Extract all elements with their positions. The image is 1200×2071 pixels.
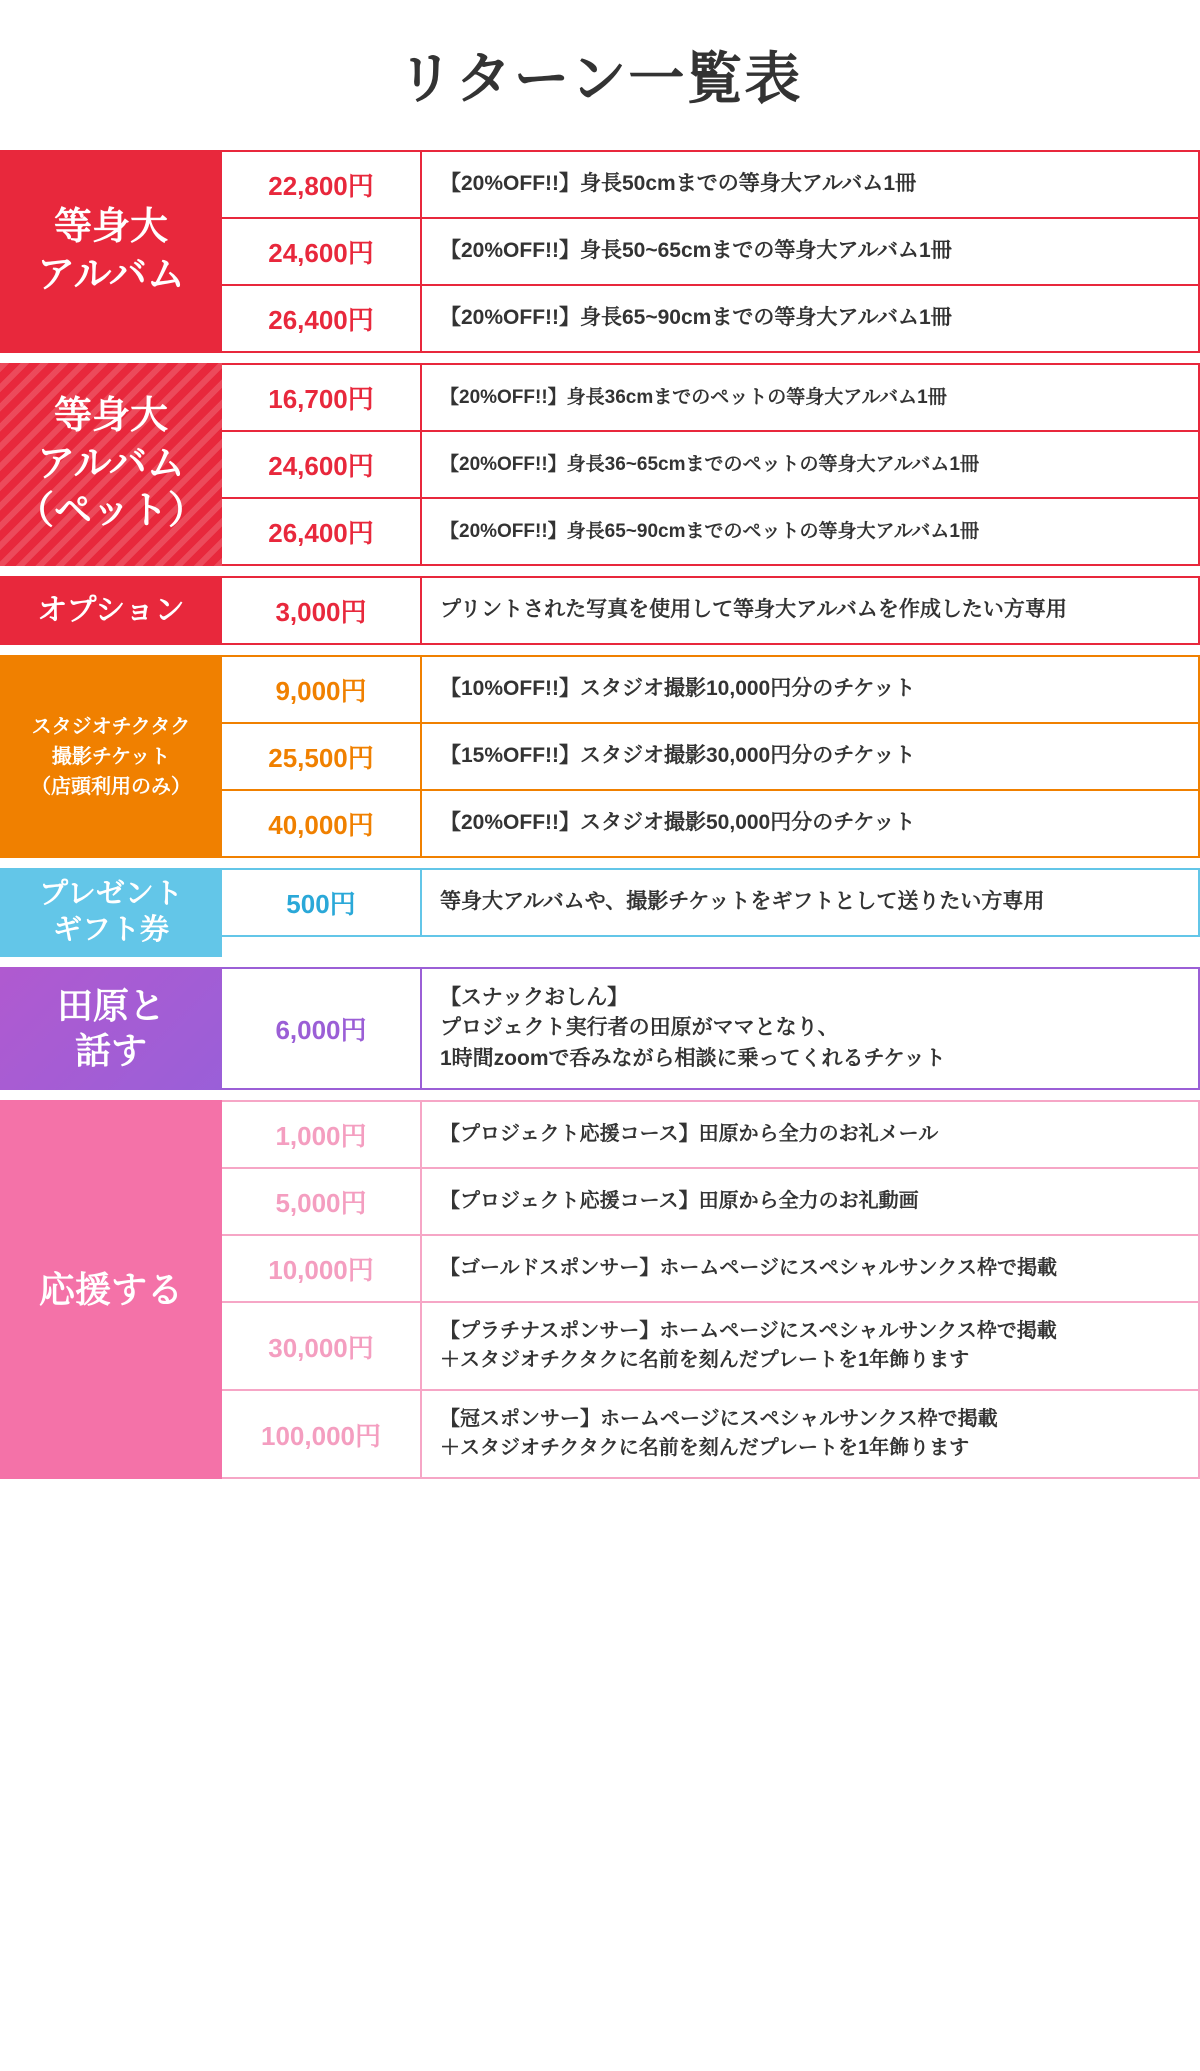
description-cell	[422, 1102, 1198, 1167]
table-row[interactable]	[222, 363, 1200, 432]
description-line: 【20%OFF!!】身長36~65cmまでのペットの等身大アルバム1冊	[440, 453, 979, 475]
description-line: 1時間zoomで呑みながら相談に乗ってくれるチケット	[440, 1046, 946, 1070]
description-line: 【ゴールドスポンサー】ホームページにスペシャルサンクス枠で掲載	[440, 1257, 1057, 1279]
rows-container	[222, 967, 1200, 1090]
category-cell	[0, 967, 222, 1090]
description-line: ＋スタジオチクタクに名前を刻んだプレートを1年飾ります	[440, 1349, 970, 1371]
description-cell	[422, 578, 1198, 643]
description-line: 【15%OFF!!】スタジオ撮影30,000円分のチケット	[440, 744, 916, 768]
description-line: 【プロジェクト応援コース】田原から全力のお礼動画	[440, 1190, 919, 1212]
description-line: 【スナックおしん】	[440, 985, 629, 1009]
description-line: ＋スタジオチクタクに名前を刻んだプレートを1年飾ります	[440, 1437, 970, 1459]
table-row[interactable]	[222, 150, 1200, 219]
rows-container	[222, 655, 1200, 858]
price-cell: 3,000円	[222, 578, 422, 643]
category-label	[4, 983, 218, 1073]
category-label-line: アルバム	[37, 442, 185, 485]
category-label-line: 撮影チケット	[51, 745, 171, 768]
table-row[interactable]	[222, 1100, 1200, 1169]
price-cell: 26,400円	[222, 286, 422, 351]
return-group-support	[0, 1100, 1200, 1479]
description-line: 【20%OFF!!】スタジオ撮影50,000円分のチケット	[440, 811, 916, 835]
table-row[interactable]	[222, 499, 1200, 566]
description-cell	[422, 969, 1198, 1088]
description-line: 【10%OFF!!】スタジオ撮影10,000円分のチケット	[440, 677, 916, 701]
page-title: リターン一覧表	[397, 47, 803, 110]
description-cell	[422, 1303, 1198, 1389]
category-label-line: アルバム	[37, 253, 185, 296]
category-label	[4, 712, 218, 802]
description-cell	[422, 1236, 1198, 1301]
table-row[interactable]	[222, 1236, 1200, 1303]
category-label-line: （ペット）	[15, 490, 206, 533]
category-label-line: 等身大	[53, 395, 168, 438]
price-cell: 30,000円	[222, 1303, 422, 1389]
description-cell	[422, 152, 1198, 217]
price-cell: 500円	[222, 870, 422, 935]
table-row[interactable]	[222, 967, 1200, 1090]
category-label-line: プレゼント	[39, 878, 183, 911]
price-cell: 24,600円	[222, 219, 422, 284]
description-cell	[422, 724, 1198, 789]
table-row[interactable]	[222, 1169, 1200, 1236]
description-cell	[422, 791, 1198, 856]
category-cell	[0, 363, 222, 566]
description-cell	[422, 1391, 1198, 1477]
price-cell: 22,800円	[222, 152, 422, 217]
description-line: プロジェクト実行者の田原がママとなり、	[440, 1016, 839, 1040]
description-line: 【20%OFF!!】身長36cmまでのペットの等身大アルバム1冊	[440, 386, 947, 408]
table-row[interactable]	[222, 286, 1200, 353]
price-cell: 10,000円	[222, 1236, 422, 1301]
description-line: 【プロジェクト応援コース】田原から全力のお礼メール	[440, 1123, 939, 1145]
rows-container	[222, 363, 1200, 566]
return-group-life-size-album	[0, 150, 1200, 353]
return-table	[0, 150, 1200, 1519]
description-line: 【20%OFF!!】身長50cmまでの等身大アルバム1冊	[440, 172, 917, 196]
table-row[interactable]	[222, 868, 1200, 937]
category-label-line: 話す	[74, 1030, 147, 1072]
price-cell: 25,500円	[222, 724, 422, 789]
category-label-line: 応援する	[38, 1269, 183, 1310]
description-cell	[422, 432, 1198, 497]
category-label-line: （店頭利用のみ）	[31, 775, 191, 798]
category-label-line: オプション	[37, 593, 185, 627]
category-cell	[0, 1100, 222, 1479]
price-cell: 40,000円	[222, 791, 422, 856]
description-line: 【20%OFF!!】身長65~90cmまでのペットの等身大アルバム1冊	[440, 520, 979, 542]
category-label	[4, 876, 218, 949]
description-cell	[422, 499, 1198, 564]
category-label	[4, 393, 218, 536]
table-row[interactable]	[222, 724, 1200, 791]
price-cell: 100,000円	[222, 1391, 422, 1477]
rows-container	[222, 576, 1200, 645]
price-cell: 5,000円	[222, 1169, 422, 1234]
description-line: プリントされた写真を使用して等身大アルバムを作成したい方専用	[440, 598, 1067, 622]
category-label	[4, 204, 218, 299]
category-cell	[0, 576, 222, 645]
return-group-option	[0, 576, 1200, 645]
return-group-present-gift-ticket	[0, 868, 1200, 957]
category-label-line: 田原と	[56, 985, 165, 1027]
description-line: 【プラチナスポンサー】ホームページにスペシャルサンクス枠で掲載	[440, 1320, 1057, 1342]
description-cell	[422, 219, 1198, 284]
category-label-line: ギフト券	[52, 914, 169, 947]
price-cell: 26,400円	[222, 499, 422, 564]
return-group-talk-with-tahara	[0, 967, 1200, 1090]
price-cell: 9,000円	[222, 657, 422, 722]
price-cell: 6,000円	[222, 969, 422, 1088]
description-line: 【冠スポンサー】ホームページにスペシャルサンクス枠で掲載	[440, 1408, 998, 1430]
return-group-life-size-album-pet	[0, 363, 1200, 566]
table-row[interactable]	[222, 791, 1200, 858]
category-cell	[0, 655, 222, 858]
category-label-line: スタジオチクタク	[31, 715, 191, 738]
rows-container	[222, 868, 1200, 957]
return-group-studio-ticktack-ticket	[0, 655, 1200, 858]
category-cell	[0, 868, 222, 957]
table-row[interactable]	[222, 1391, 1200, 1479]
description-cell	[422, 870, 1198, 935]
category-label	[4, 592, 218, 630]
description-cell	[422, 365, 1198, 430]
description-cell	[422, 286, 1198, 351]
price-cell: 24,600円	[222, 432, 422, 497]
table-row[interactable]	[222, 655, 1200, 724]
rows-container	[222, 150, 1200, 353]
description-line: 【20%OFF!!】身長50~65cmまでの等身大アルバム1冊	[440, 239, 952, 263]
category-label	[4, 1267, 218, 1312]
table-row[interactable]	[222, 432, 1200, 499]
price-cell: 16,700円	[222, 365, 422, 430]
description-line: 【20%OFF!!】身長65~90cmまでの等身大アルバム1冊	[440, 306, 952, 330]
rows-container	[222, 1100, 1200, 1479]
table-row[interactable]	[222, 1303, 1200, 1391]
category-cell	[0, 150, 222, 353]
table-row[interactable]	[222, 219, 1200, 286]
price-cell: 1,000円	[222, 1102, 422, 1167]
description-cell	[422, 1169, 1198, 1234]
table-row[interactable]	[222, 576, 1200, 645]
category-label-line: 等身大	[53, 206, 168, 249]
description-cell	[422, 657, 1198, 722]
description-line: 等身大アルバムや、撮影チケットをギフトとして送りたい方専用	[440, 890, 1045, 914]
